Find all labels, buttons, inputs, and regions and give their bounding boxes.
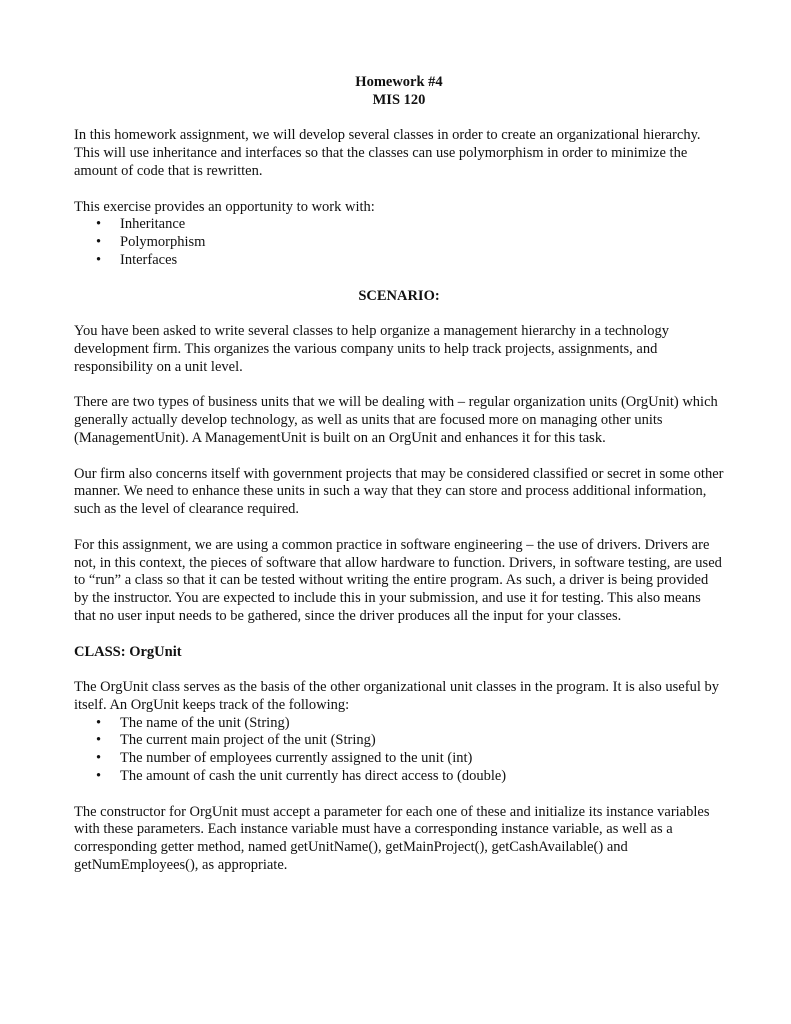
scenario-heading: SCENARIO:: [358, 287, 440, 304]
bullet-icon: •: [96, 216, 102, 233]
bullet-icon: •: [96, 251, 102, 268]
intro-paragraph: In this homework assignment, we will develop several classes in order to create an organizational hierarchy. This will use inheritance and interfaces so that the classes can use polymorphism in order to minimize the amount of code that is rewritten.: [74, 127, 701, 179]
document-title: Homework #4: [355, 74, 443, 90]
scenario-paragraph: You have been asked to write several classes to help organize a management hierarchy in a technology development firm. This organizes the various company units to help track projects, assignments, and responsibility on a unit level.: [74, 323, 669, 375]
list-item: • Interfaces: [96, 251, 178, 268]
course-code: MIS 120: [372, 91, 426, 108]
list-item: • The number of employees currently assigned to the unit (int): [96, 750, 473, 767]
scenario-paragraph: Our firm also concerns itself with government projects that may be considered classified or secret in some other manner. We need to enhance these units in such a way that they can store and process additional information, such as the level of clearance required.: [74, 465, 724, 518]
bullet-icon: •: [96, 732, 102, 749]
bullet-icon: •: [96, 768, 102, 785]
list-item: • The amount of cash the unit currently has direct access to (double): [96, 768, 507, 785]
list-item: • Inheritance: [96, 216, 186, 233]
exercise-intro: This exercise provides an opportunity to work with:: [74, 198, 375, 215]
class-intro-paragraph: The OrgUnit class serves as the basis of the other organizational unit classes in the program. It is also useful by itself. An OrgUnit keeps track of the following:: [74, 679, 719, 713]
scenario-paragraph: For this assignment, we are using a common practice in software engineering – the use of drivers. Drivers are not, in this context, the pieces of software that allow hardware to function. Drivers, in software testing, are used to “run” a class so that it can be tested without writing the entire program. As such, a driver is being provided by the instructor. You are expected to include this in your submission, and use it for testing. This also means that no user input needs to be gathered, since the driver produces all the input for your classes.: [74, 536, 722, 624]
class-heading: CLASS: OrgUnit: [74, 643, 182, 660]
document-page: [74, 74, 724, 875]
bullet-icon: •: [96, 750, 102, 767]
bullet-icon: •: [96, 714, 102, 731]
class-fields-list: [74, 715, 724, 786]
scenario-paragraph: There are two types of business units that we will be dealing with – regular organization units (OrgUnit) which generally actually develop technology, as well as units that are focused more on managing other units (ManagementUnit). A ManagementUnit is built on an OrgUnit and enhances it for this task.: [74, 394, 718, 446]
list-item: • The name of the unit (String): [96, 714, 290, 731]
constructor-paragraph: The constructor for OrgUnit must accept a parameter for each one of these and initialize its instance variables with these parameters. Each instance variable must have a corresponding instance variable, as well as a corresponding getter method, named getUnitName(), getMainProject(), getCashAvailable() and getNumEmployees(), as appropriate.: [74, 803, 710, 874]
list-item: • Polymorphism: [96, 234, 206, 251]
bullet-icon: •: [96, 234, 102, 251]
topics-list: [74, 216, 724, 269]
list-item: • The current main project of the unit (String): [96, 732, 376, 749]
